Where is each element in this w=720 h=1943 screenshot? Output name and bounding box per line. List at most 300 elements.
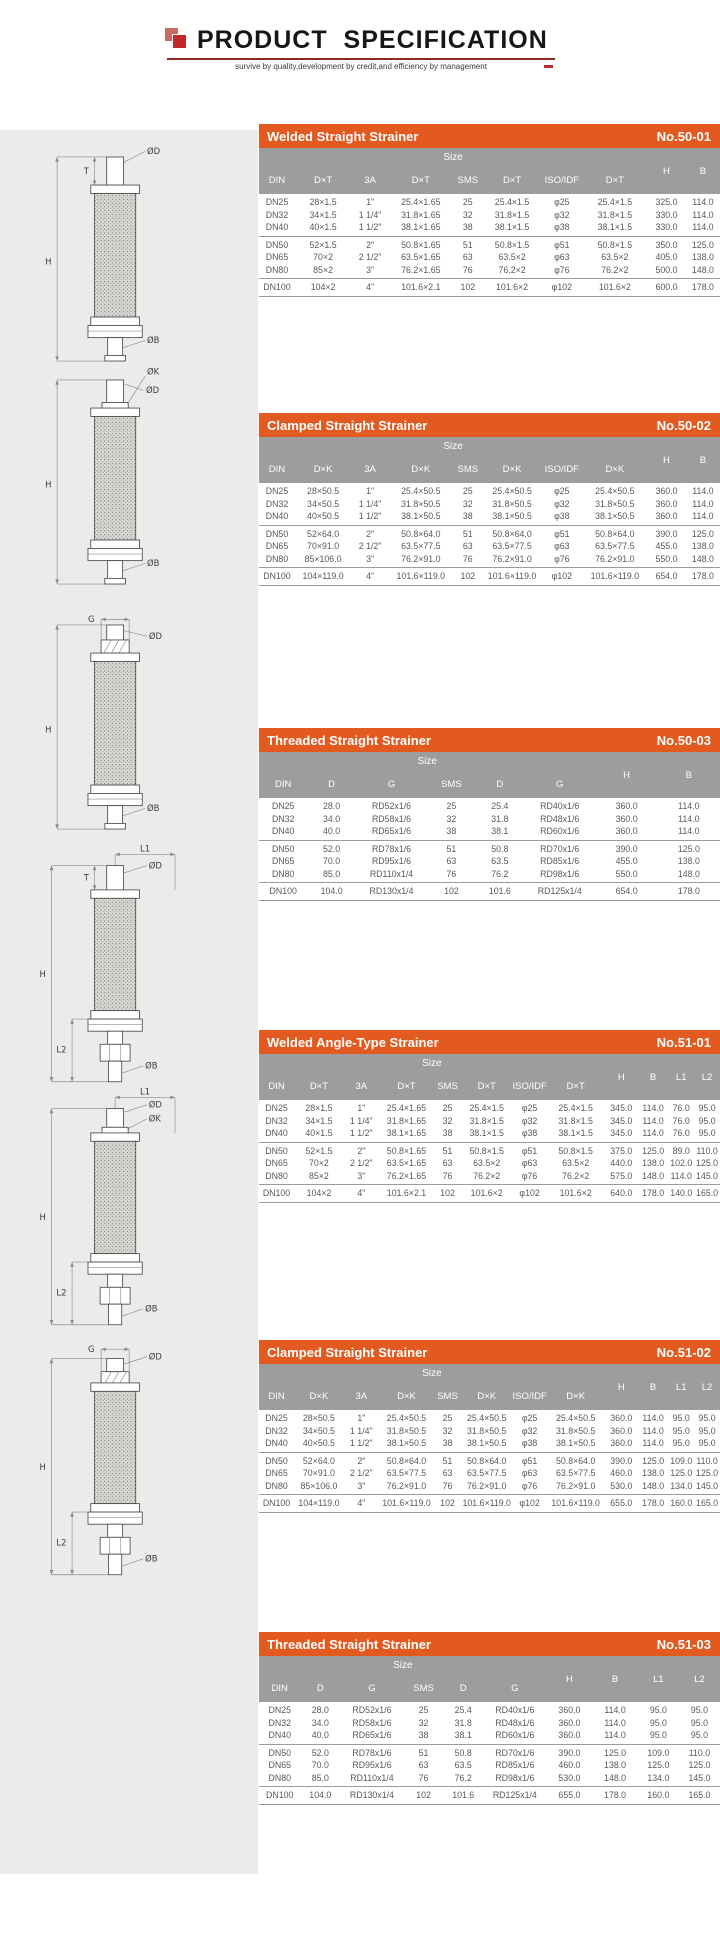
- table-row: [259, 1744, 720, 1759]
- table-cell: 114.0: [692, 486, 714, 496]
- column-header: D×T: [379, 1073, 434, 1100]
- table-cell: 125.0: [604, 1747, 627, 1758]
- column-header: H: [647, 148, 686, 194]
- table-cell: 32: [442, 1425, 453, 1436]
- table-cell: 102: [460, 571, 476, 582]
- table-row: [259, 825, 720, 840]
- strainer-diagram-threaded-angle: [14, 1338, 220, 1605]
- table-cell: DN50: [268, 1747, 291, 1758]
- table-row: [259, 251, 720, 264]
- column-header: D×K: [461, 1383, 513, 1410]
- table-row: [259, 1115, 720, 1128]
- row-group: [259, 1702, 720, 1744]
- table-cell: RD40x1/6: [540, 801, 580, 811]
- column-header: D×K: [547, 1383, 605, 1410]
- table-cell: φ51: [521, 1145, 538, 1156]
- table-cell: 178.0: [677, 886, 700, 897]
- table-cell: DN65: [265, 1158, 288, 1169]
- table-cell: RD130x1/4: [349, 1790, 394, 1801]
- table-cell: 138.0: [642, 1158, 665, 1169]
- dim-label: ØB: [145, 1553, 158, 1564]
- table-cell: 31.8×1.5: [558, 1115, 593, 1126]
- table-cell: 52.0: [311, 1747, 329, 1758]
- table-cell: DN80: [265, 1480, 288, 1491]
- table-cell: 101.6×2: [470, 1188, 503, 1199]
- table-cell: φ32: [554, 498, 570, 509]
- table-cell: 114.0: [642, 1413, 664, 1423]
- table-cell: RD52x1/6: [352, 1705, 392, 1715]
- table-cell: RD48x1/6: [540, 813, 580, 824]
- table-cell: 110.0: [696, 1455, 718, 1466]
- table-cell: 38: [442, 1128, 453, 1139]
- table-cell: 38.1×1.5: [469, 1128, 504, 1139]
- table-cell: 178.0: [604, 1790, 627, 1801]
- row-group: [259, 1452, 720, 1495]
- table-cell: 85.0: [323, 868, 341, 879]
- table-cell: 31.8×50.5: [595, 498, 635, 509]
- table-cell: 3": [366, 264, 375, 275]
- section-title-bar: [259, 124, 720, 148]
- table-cell: 654.0: [655, 571, 678, 582]
- table-cell: 2": [366, 239, 375, 250]
- table-cell: 76.2×2: [473, 1170, 501, 1181]
- table-cell: 76: [446, 868, 457, 879]
- section-title: Clamped Straight Strainer: [267, 1344, 428, 1360]
- column-header: B: [638, 1054, 668, 1100]
- column-header: DIN: [259, 1073, 294, 1100]
- table-row: [259, 1185, 720, 1203]
- table-cell: φ32: [521, 1115, 538, 1126]
- spec-table: [259, 752, 720, 901]
- table-cell: 178.0: [691, 282, 714, 293]
- column-header: SMS: [434, 1073, 461, 1100]
- table-cell: 25: [442, 1413, 453, 1423]
- table-cell: 40.0: [311, 1730, 329, 1741]
- table-cell: 125.0: [642, 1145, 665, 1156]
- table-cell: 148.0: [691, 264, 714, 275]
- spec-table: [259, 148, 720, 297]
- table-cell: 104.0: [320, 886, 343, 897]
- column-header: D: [443, 1675, 483, 1702]
- table-row: [259, 221, 720, 236]
- section-title: Clamped Straight Strainer: [267, 417, 428, 433]
- table-cell: RD85x1/6: [540, 856, 580, 867]
- table-cell: 51: [442, 1145, 453, 1156]
- table-cell: 345.0: [610, 1128, 633, 1139]
- table-cell: 25.4×50.5: [595, 486, 635, 496]
- table-cell: 460.0: [558, 1760, 581, 1771]
- table-cell: 101.6: [488, 886, 511, 897]
- table-cell: 114.0: [678, 826, 700, 837]
- table-cell: 390.0: [655, 528, 678, 539]
- table-cell: 138.0: [642, 1468, 665, 1479]
- table-cell: 4": [357, 1498, 366, 1509]
- spec-table: [259, 1054, 720, 1203]
- table-cell: 575.0: [610, 1170, 633, 1181]
- table-cell: 390.0: [610, 1455, 633, 1466]
- table-header: [259, 148, 720, 194]
- table-cell: 114.0: [678, 801, 700, 811]
- table-cell: 40×50.5: [307, 511, 340, 522]
- table-cell: 38: [442, 1438, 453, 1449]
- section-number: No.51-02: [656, 1344, 711, 1360]
- table-row: [259, 1142, 720, 1157]
- table-cell: 104×2: [310, 282, 336, 293]
- column-header: 3A: [344, 1383, 379, 1410]
- column-header: D×K: [389, 456, 453, 483]
- table-cell: φ38: [554, 222, 570, 233]
- table-cell: φ76: [521, 1480, 538, 1491]
- table-cell: 51: [462, 528, 473, 539]
- table-cell: DN100: [263, 571, 291, 582]
- strainer-diagram: [14, 142, 220, 376]
- table-cell: 32: [462, 498, 473, 509]
- table-cell: 1": [366, 197, 375, 207]
- table-cell: DN25: [265, 1103, 288, 1113]
- table-cell: 125.0: [642, 1455, 665, 1466]
- table-cell: 102: [440, 1498, 455, 1509]
- dim-label: H: [39, 1211, 46, 1222]
- table-cell: 95.0: [698, 1413, 716, 1423]
- table-cell: 76: [462, 553, 473, 564]
- table-cell: 63: [418, 1760, 429, 1771]
- table-cell: φ25: [554, 197, 570, 207]
- table-cell: 102.0: [670, 1158, 693, 1169]
- column-header: B: [592, 1656, 638, 1702]
- table-cell: φ51: [554, 528, 570, 539]
- column-header: ISO/IDF: [513, 1073, 547, 1100]
- table-cell: 390.0: [615, 843, 638, 854]
- table-cell: 330.0: [655, 209, 678, 220]
- table-cell: 38.1×1.5: [597, 222, 633, 233]
- table-cell: 63.5×2: [473, 1158, 501, 1169]
- table-row: [259, 525, 720, 540]
- table-cell: 500.0: [655, 264, 678, 275]
- strainer-diagram-threaded-straight: [14, 610, 220, 849]
- table-cell: 31.8×50.5: [492, 498, 532, 509]
- table-cell: 375.0: [610, 1145, 633, 1156]
- table-cell: DN65: [268, 1760, 291, 1771]
- table-cell: 530.0: [610, 1480, 633, 1491]
- table-cell: RD60x1/6: [540, 826, 580, 837]
- table-cell: 52.0: [323, 843, 341, 854]
- table-row: [259, 1170, 720, 1185]
- table-cell: 109.0: [647, 1747, 670, 1758]
- table-cell: DN25: [265, 197, 289, 207]
- table-row: [259, 483, 720, 498]
- table-header: [259, 437, 720, 483]
- table-cell: 360.0: [655, 511, 678, 522]
- column-header: D: [476, 771, 524, 798]
- section-title: Threaded Straight Strainer: [267, 1636, 431, 1652]
- column-header: ISO/IDF: [541, 167, 582, 194]
- table-cell: 101.6×2: [598, 282, 631, 293]
- column-header: B: [658, 752, 720, 798]
- table-cell: 63: [446, 856, 457, 867]
- table-cell: 25.4×1.65: [386, 1103, 427, 1113]
- table-cell: 76.2×91.0: [401, 553, 441, 564]
- table-cell: 530.0: [558, 1772, 581, 1783]
- dim-label: H: [45, 256, 52, 267]
- table-cell: DN40: [268, 1730, 291, 1741]
- section-number: No.50-03: [656, 732, 711, 748]
- table-cell: 51: [462, 239, 473, 250]
- table-row: [259, 279, 720, 297]
- table-cell: 38: [462, 511, 473, 522]
- dim-label: ØD: [148, 1351, 162, 1362]
- table-cell: 138.0: [691, 541, 714, 552]
- table-cell: 1 1/2": [358, 222, 382, 233]
- strainer-diagram-welded-straight: [14, 142, 220, 381]
- strainer-diagram: [14, 610, 220, 844]
- table-row: [259, 236, 720, 251]
- table-cell: 34.0: [323, 813, 341, 824]
- table-cell: RD78x1/6: [352, 1747, 392, 1758]
- table-cell: 76.2×2: [498, 264, 526, 275]
- table-row: [259, 510, 720, 525]
- table-cell: 101.6×2.1: [386, 1188, 427, 1199]
- table-cell: 52×1.5: [305, 1145, 333, 1156]
- table-cell: DN25: [265, 1413, 288, 1423]
- table-cell: 165.0: [696, 1188, 719, 1199]
- table-cell: DN32: [271, 813, 295, 824]
- table-cell: 63.5×77.5: [386, 1468, 427, 1479]
- table-cell: 38.1×1.65: [386, 1128, 427, 1139]
- column-header: D×K: [483, 456, 541, 483]
- table-cell: DN100: [262, 1498, 291, 1509]
- table-cell: 50.8: [454, 1747, 472, 1758]
- table-cell: φ25: [521, 1103, 538, 1113]
- column-header: 3A: [344, 1073, 379, 1100]
- table-cell: 40.0: [323, 826, 341, 837]
- table-cell: 31.8×1.65: [401, 209, 441, 220]
- table-cell: 600.0: [655, 282, 678, 293]
- table-cell: 145.0: [696, 1170, 719, 1181]
- table-cell: 455.0: [615, 856, 638, 867]
- table-cell: 25: [446, 801, 457, 811]
- table-cell: 76: [442, 1170, 453, 1181]
- table-cell: DN80: [265, 1170, 288, 1181]
- table-cell: RD78x1/6: [371, 843, 412, 854]
- table-cell: φ25: [521, 1413, 538, 1423]
- table-cell: 40×1.5: [305, 1128, 333, 1139]
- table-cell: 50.8: [491, 843, 509, 854]
- table-row: [259, 1157, 720, 1170]
- column-header: SMS: [453, 167, 483, 194]
- table-cell: 125.0: [696, 1158, 719, 1169]
- table-cell: 25.4×50.5: [555, 1413, 596, 1423]
- table-cell: 31.8×50.5: [467, 1425, 507, 1436]
- table-cell: RD65x1/6: [352, 1730, 392, 1741]
- table-cell: 63.5×77.5: [555, 1468, 596, 1479]
- table-row: [259, 868, 720, 883]
- dim-label: L1: [140, 845, 151, 854]
- table-row: [259, 1100, 720, 1115]
- strainer-diagram: [14, 365, 220, 599]
- table-cell: 101.6×119.0: [396, 571, 446, 582]
- table-cell: 34.0: [311, 1717, 329, 1728]
- table-cell: 50.8×1.5: [469, 1145, 504, 1156]
- table-cell: 114.0: [692, 209, 714, 220]
- table-cell: φ102: [551, 282, 573, 293]
- dim-label: ØB: [145, 1060, 158, 1071]
- table-cell: 25.4×50.5: [401, 486, 441, 496]
- table-cell: φ32: [521, 1425, 538, 1436]
- table-cell: 95.0: [698, 1425, 716, 1436]
- table-cell: 52×1.5: [309, 239, 337, 250]
- table-cell: 38.1×50.5: [492, 511, 532, 522]
- table-cell: 95.0: [649, 1730, 667, 1741]
- table-row: [259, 798, 720, 813]
- table-cell: 138.0: [691, 252, 714, 263]
- table-cell: 31.8×1.65: [386, 1115, 427, 1126]
- table-cell: 148.0: [691, 553, 714, 564]
- table-cell: 34×50.5: [307, 498, 340, 509]
- strainer-diagram: [14, 1088, 220, 1350]
- table-cell: DN50: [265, 1455, 288, 1466]
- table-cell: 114.0: [692, 511, 714, 522]
- table-cell: 34×1.5: [309, 209, 337, 220]
- table-cell: 76.2×1.65: [386, 1170, 427, 1181]
- section-number: No.50-01: [656, 128, 711, 144]
- table-cell: 145.0: [688, 1772, 711, 1783]
- section-welded-straight-strainer: [259, 124, 720, 297]
- dim-label: ØB: [146, 335, 160, 346]
- table-cell: 114.0: [678, 813, 700, 824]
- table-cell: RD125x1/4: [492, 1790, 537, 1801]
- table-cell: RD58x1/6: [371, 813, 412, 824]
- column-header: D×T: [483, 167, 541, 194]
- strainer-diagram: [14, 845, 220, 1107]
- table-cell: 25.4×1.5: [494, 197, 530, 207]
- table-cell: 76.2: [454, 1772, 472, 1783]
- table-cell: DN50: [265, 528, 289, 539]
- table-cell: 38: [462, 222, 473, 233]
- logo-square-front-icon: [172, 34, 187, 49]
- table-cell: 51: [442, 1455, 453, 1466]
- table-cell: 101.6×2: [559, 1188, 592, 1199]
- table-cell: 76.2×91.0: [555, 1480, 596, 1491]
- section-number: No.51-03: [656, 1636, 711, 1652]
- table-cell: DN100: [266, 1790, 294, 1801]
- table-cell: 1 1/4": [358, 498, 382, 509]
- table-cell: φ38: [554, 511, 570, 522]
- size-header: Size: [259, 1054, 605, 1073]
- table-cell: 76.2×2: [562, 1170, 590, 1181]
- table-cell: 31.8×1.5: [494, 209, 530, 220]
- table-cell: 38.1×1.5: [494, 222, 530, 233]
- table-cell: DN80: [265, 553, 289, 564]
- table-cell: 114.0: [642, 1438, 664, 1449]
- table-cell: 76.0: [672, 1103, 690, 1113]
- table-cell: 25.4×50.5: [467, 1413, 507, 1423]
- table-row: [259, 855, 720, 868]
- table-cell: 101.6×119.0: [462, 1498, 511, 1509]
- column-header: ISO/IDF: [513, 1383, 547, 1410]
- column-header: D×T: [294, 1073, 344, 1100]
- table-cell: 89.0: [672, 1145, 690, 1156]
- table-cell: 1 1/2": [358, 511, 382, 522]
- table-cell: 40×1.5: [309, 222, 337, 233]
- dim-label: ØB: [146, 558, 160, 569]
- strainer-diagram-clamped-angle: [14, 1088, 220, 1355]
- column-header: D×T: [461, 1073, 513, 1100]
- table-cell: 148.0: [677, 868, 700, 879]
- section-number: No.50-02: [656, 417, 711, 433]
- column-header: G: [356, 771, 427, 798]
- size-header: Size: [259, 1656, 547, 1675]
- section-threaded-straight-strainer: [259, 728, 720, 901]
- column-header: DIN: [259, 167, 295, 194]
- column-header: L1: [668, 1364, 694, 1410]
- table-cell: 95.0: [690, 1730, 708, 1741]
- section-title-bar: [259, 1030, 720, 1054]
- dim-label: ØB: [146, 803, 160, 814]
- table-cell: 31.8×50.5: [401, 498, 441, 509]
- table-cell: 95.0: [672, 1413, 690, 1423]
- table-cell: 50.8×64.0: [492, 528, 532, 539]
- column-header: 3A: [351, 456, 389, 483]
- table-cell: 32: [446, 813, 457, 824]
- table-cell: DN100: [262, 1188, 291, 1199]
- table-cell: 1": [366, 486, 375, 496]
- dim-label: ØK: [148, 1113, 161, 1124]
- section-title-bar: [259, 1632, 720, 1656]
- table-cell: 114.0: [604, 1730, 626, 1741]
- table-cell: 134.0: [647, 1772, 670, 1783]
- table-cell: 76.0: [672, 1128, 690, 1139]
- table-header: [259, 1364, 720, 1410]
- table-cell: 31.8: [491, 813, 509, 824]
- table-cell: 4": [357, 1188, 366, 1199]
- brand-header: [165, 26, 565, 71]
- table-cell: 31.8: [454, 1717, 472, 1728]
- table-cell: 50.8×64.0: [595, 528, 635, 539]
- table-cell: RD110x1/4: [369, 868, 414, 879]
- title-underline: [167, 58, 555, 60]
- table-cell: 145.0: [696, 1480, 719, 1491]
- table-cell: 102: [416, 1790, 431, 1801]
- table-cell: 3": [366, 553, 375, 564]
- table-cell: DN100: [269, 886, 297, 897]
- table-cell: 550.0: [655, 553, 678, 564]
- table-cell: 52×64.0: [307, 528, 340, 539]
- column-header: D×K: [379, 1383, 434, 1410]
- table-cell: DN40: [265, 511, 289, 522]
- table-cell: 31.8×50.5: [386, 1425, 427, 1436]
- table-cell: 102: [460, 282, 476, 293]
- table-cell: 76: [442, 1480, 453, 1491]
- table-cell: DN25: [271, 801, 295, 811]
- table-cell: 95.0: [698, 1128, 716, 1139]
- table-cell: 32: [442, 1115, 453, 1126]
- dim-label: ØD: [148, 1099, 162, 1110]
- table-cell: φ76: [554, 553, 570, 564]
- table-cell: DN65: [271, 856, 295, 867]
- section-clamped-straight-strainer-2: [259, 1340, 720, 1513]
- table-cell: 76.2: [491, 868, 509, 879]
- dim-label: L2: [56, 1537, 67, 1548]
- table-cell: 51: [418, 1747, 429, 1758]
- table-cell: 104×2: [306, 1188, 332, 1199]
- table-cell: 28×1.5: [309, 197, 337, 207]
- table-cell: 455.0: [655, 541, 678, 552]
- table-cell: 148.0: [642, 1480, 665, 1491]
- table-cell: 114.0: [692, 222, 714, 233]
- table-cell: 70×2: [309, 1158, 329, 1169]
- size-header: Size: [259, 1364, 605, 1383]
- table-cell: 640.0: [610, 1188, 633, 1199]
